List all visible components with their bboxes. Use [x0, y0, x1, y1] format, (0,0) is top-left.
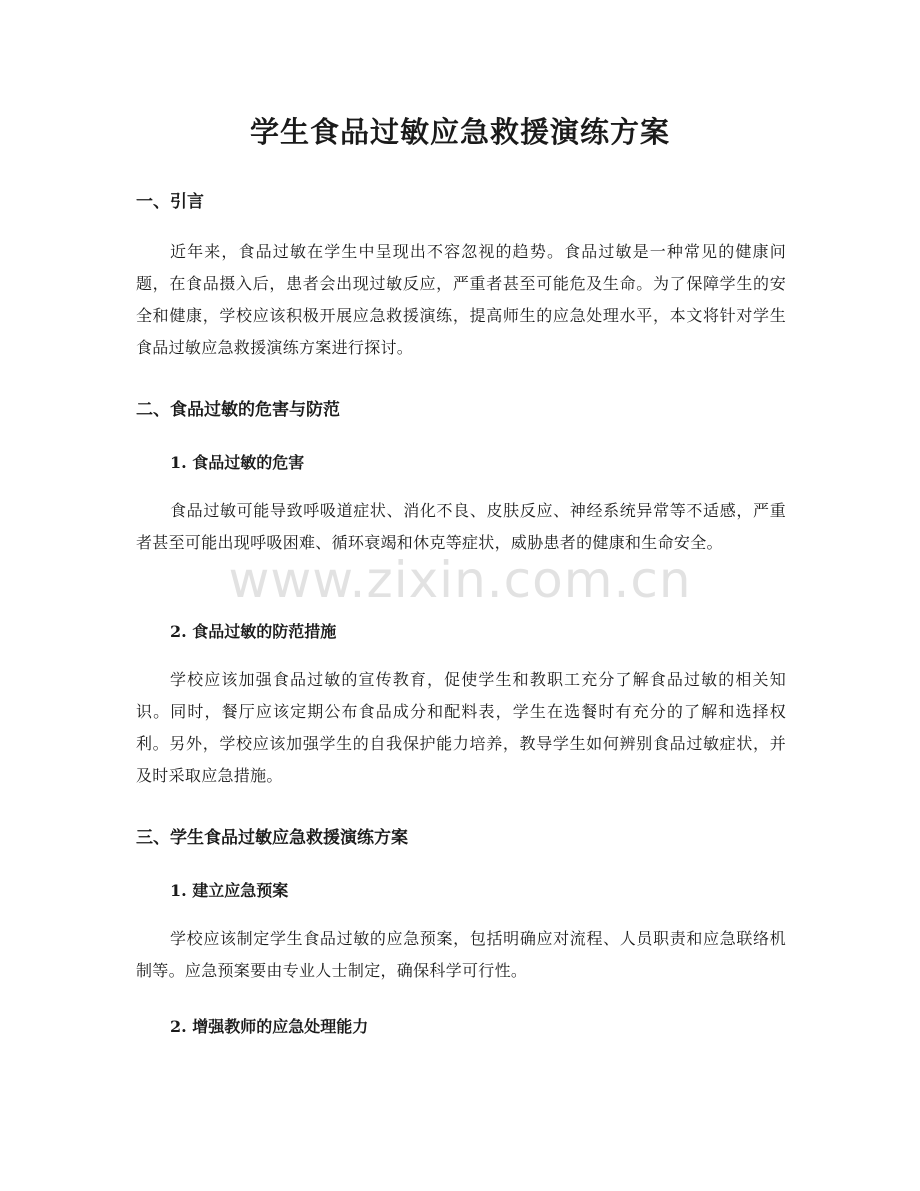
subsection-title-emergency-plan: 1. 建立应急预案 [170, 881, 289, 900]
section-heading-drill-plan: 三、学生食品过敏应急救援演练方案 [136, 828, 408, 848]
document-title: 学生食品过敏应急救援演练方案 [249, 115, 670, 149]
subsection-paragraph-emergency-plan: 学校应该制定学生食品过敏的应急预案，包括明确应对流程、人员职责和应急联络机制等。应急预案要由专业人士制定，确保科学可行性。 [136, 929, 786, 980]
subsection-paragraph-hazards: 食品过敏可能导致呼吸道症状、消化不良、皮肤反应、神经系统异常等不适感，严重者甚至可能出现呼吸困难、循环衰竭和休克等症状，威胁患者的健康和生命安全。 [136, 501, 786, 552]
subsection-title-hazards: 1. 食品过敏的危害 [170, 453, 305, 472]
section-heading-introduction: 一、引言 [136, 192, 204, 212]
subsection-title-prevention: 2. 食品过敏的防范措施 [170, 622, 337, 641]
watermark: www.zixin.com.cn [228, 551, 692, 609]
section-heading-hazards-prevention: 二、食品过敏的危害与防范 [136, 400, 340, 420]
subsection-title-teacher-ability: 2. 增强教师的应急处理能力 [170, 1017, 369, 1036]
subsection-paragraph-prevention: 学校应该加强食品过敏的宣传教育，促使学生和教职工充分了解食品过敏的相关知识。同时，餐厅应该定期公布食品成分和配料表，学生在选餐时有充分的了解和选择权利。另外，学校应该加强学生的自我保护能力培养，教导学生如何辨别食品过敏症状，并及时采取应急措施。 [136, 670, 786, 785]
section-paragraph-introduction: 近年来，食品过敏在学生中呈现出不容忽视的趋势。食品过敏是一种常见的健康问题，在食品摄入后，患者会出现过敏反应，严重者甚至可能危及生命。为了保障学生的安全和健康，学校应该积极开展应急救援演练，提高师生的应急处理水平，本文将针对学生食品过敏应急救援演练方案进行探讨。 [136, 242, 786, 357]
